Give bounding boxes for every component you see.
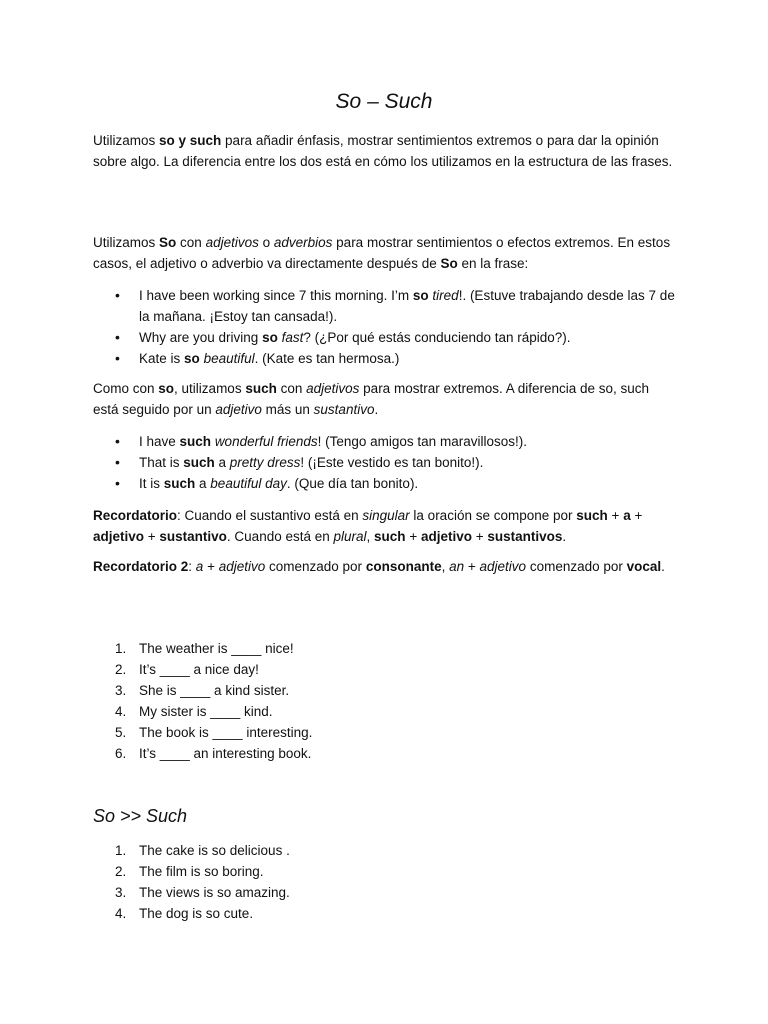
- bold-text: such: [245, 381, 277, 396]
- italic-text: an: [449, 559, 465, 574]
- bold-text: such: [163, 476, 196, 491]
- text: That is: [139, 455, 184, 470]
- text: . (Que día tan bonito).: [286, 476, 419, 491]
- text: +: [471, 529, 488, 544]
- exercise-item: [93, 659, 678, 680]
- text: ,: [366, 529, 375, 544]
- italic-text: sustantivo: [313, 402, 375, 417]
- item-number: 2.: [115, 864, 127, 879]
- section-2-heading: So >> Such: [93, 806, 188, 826]
- item-text: It’s ____ an interesting book.: [139, 746, 312, 761]
- bold-text: so: [184, 351, 200, 366]
- item-text: The book is ____ interesting.: [139, 725, 313, 740]
- italic-text: adjetivo: [218, 559, 266, 574]
- text: +: [630, 508, 643, 523]
- text: !. (Estuve trabajando desde las 7 de la mañana. ¡Estoy tan cansada!).: [139, 288, 675, 324]
- exercise-item: [93, 882, 678, 903]
- italic-text: adverbios: [273, 235, 333, 250]
- text: .: [374, 402, 379, 417]
- text: I have: [139, 434, 180, 449]
- bold-text: such: [374, 529, 406, 544]
- item-number: 4.: [115, 906, 127, 921]
- reminder-1: [93, 505, 678, 547]
- text: para añadir énfasis, mostrar sentimientos extremos o para dar la opinión sobre algo. La diferencia entre los dos está en cómo los utilizamos en la estructura de las frases.: [93, 133, 673, 169]
- text: con: [276, 381, 307, 396]
- text: . (Kate es tan hermosa.): [254, 351, 400, 366]
- item-number: 6.: [115, 746, 127, 761]
- exercise-item: [93, 861, 678, 882]
- italic-text: adjetivos: [205, 235, 259, 250]
- text: la oración se compone por: [409, 508, 577, 523]
- list-item: [93, 452, 678, 473]
- exercise-item: [93, 680, 678, 701]
- italic-text: fast: [281, 330, 304, 345]
- such-explanation: [93, 378, 678, 420]
- italic-text: wonderful friends: [214, 434, 318, 449]
- bold-text: sustantivo: [159, 529, 227, 544]
- italic-text: plural: [333, 529, 367, 544]
- bold-text: vocal: [626, 559, 662, 574]
- exercise-2: [93, 840, 678, 924]
- exercise-item: [93, 840, 678, 861]
- text: Utilizamos: [93, 133, 160, 148]
- intro-paragraph: [93, 130, 678, 172]
- reminder-label: Recordatorio 2: [93, 559, 189, 574]
- bold-text: consonante: [365, 559, 442, 574]
- text: Como con: [93, 381, 159, 396]
- page-title: So – Such: [335, 90, 433, 113]
- exercise-1: [93, 638, 678, 764]
- item-text: The views is so amazing.: [139, 885, 290, 900]
- italic-text: adjetivo: [479, 559, 527, 574]
- list-item: [93, 285, 678, 327]
- text: +: [203, 559, 219, 574]
- bold-text: adjetivo: [420, 529, 472, 544]
- italic-text: beautiful day: [210, 476, 287, 491]
- item-text: She is ____ a kind sister.: [139, 683, 290, 698]
- italic-text: pretty dress: [229, 455, 301, 470]
- italic-text: adjetivo: [215, 402, 262, 417]
- text: Kate is: [139, 351, 185, 366]
- item-number: 3.: [115, 885, 127, 900]
- text: +: [405, 529, 421, 544]
- text: :: [188, 559, 196, 574]
- list-item: [93, 327, 678, 348]
- item-number: 4.: [115, 704, 127, 719]
- reminder-label: Recordatorio: [93, 508, 178, 523]
- exercise-item: [93, 722, 678, 743]
- bold-text: so: [412, 288, 429, 303]
- text: comenzado por: [265, 559, 366, 574]
- text: ! (¡Este vestido es tan bonito!).: [300, 455, 484, 470]
- text: más un: [261, 402, 314, 417]
- exercise-item: [93, 903, 678, 924]
- text: : Cuando el sustantivo está en: [177, 508, 363, 523]
- text: +: [144, 529, 160, 544]
- bold-text: such: [183, 455, 215, 470]
- text: . Cuando está en: [226, 529, 334, 544]
- exercise-item: [93, 701, 678, 722]
- item-text: The weather is ____ nice!: [139, 641, 294, 656]
- so-examples: [93, 285, 678, 369]
- item-text: It’s ____ a nice day!: [139, 662, 259, 677]
- list-item: [93, 348, 678, 369]
- item-number: 3.: [115, 683, 127, 698]
- italic-text: tired: [432, 288, 459, 303]
- italic-text: beautiful: [203, 351, 255, 366]
- reminder-2: [93, 556, 678, 577]
- text: .: [562, 529, 567, 544]
- text: en la frase:: [457, 256, 529, 271]
- list-item: [93, 473, 678, 494]
- exercise-item: [93, 743, 678, 764]
- text: para mostrar sentimientos o efectos extremos. En estos casos, el adjetivo o adverbio va directamente después de: [93, 235, 671, 271]
- text: a: [214, 455, 230, 470]
- bold-text: so: [158, 381, 175, 396]
- italic-text: a: [195, 559, 204, 574]
- exercise-item: [93, 638, 678, 659]
- text: o: [258, 235, 274, 250]
- text: It is: [139, 476, 164, 491]
- list-item: [93, 431, 678, 452]
- text: .: [661, 559, 665, 574]
- bold-text: such: [576, 508, 608, 523]
- bold-text: a: [623, 508, 631, 523]
- item-number: 2.: [115, 662, 127, 677]
- bold-text: So: [159, 235, 177, 250]
- section-2-heading-wrap: [93, 803, 678, 829]
- text: Utilizamos: [93, 235, 160, 250]
- text: ! (Tengo amigos tan maravillosos!).: [317, 434, 527, 449]
- italic-text: adjetivos: [306, 381, 360, 396]
- text: comenzado por: [526, 559, 627, 574]
- text: +: [607, 508, 624, 523]
- text: I have been working since 7 this morning. I’m: [139, 288, 413, 303]
- so-explanation: [93, 232, 678, 274]
- text: a: [195, 476, 211, 491]
- item-number: 5.: [115, 725, 127, 740]
- text: para mostrar extremos. A diferencia de so, such está seguido por un: [93, 381, 650, 417]
- item-text: The dog is so cute.: [139, 906, 254, 921]
- item-text: My sister is ____ kind.: [139, 704, 273, 719]
- bold-text: so: [262, 330, 278, 345]
- bold-text: So: [440, 256, 458, 271]
- text: ? (¿Por qué estás conduciendo tan rápido?).: [303, 330, 571, 345]
- bold-text: so y such: [159, 133, 222, 148]
- such-examples: [93, 431, 678, 494]
- item-number: 1.: [115, 641, 127, 656]
- item-number: 1.: [115, 843, 127, 858]
- text: ,: [441, 559, 450, 574]
- bold-text: sustantivos: [487, 529, 563, 544]
- item-text: The cake is so delicious .: [139, 843, 290, 858]
- item-text: The film is so boring.: [139, 864, 264, 879]
- text: con: [176, 235, 206, 250]
- bold-text: adjetivo: [93, 529, 145, 544]
- text: , utilizamos: [174, 381, 246, 396]
- text: Why are you driving: [139, 330, 263, 345]
- text: +: [464, 559, 480, 574]
- bold-text: such: [179, 434, 212, 449]
- italic-text: singular: [362, 508, 410, 523]
